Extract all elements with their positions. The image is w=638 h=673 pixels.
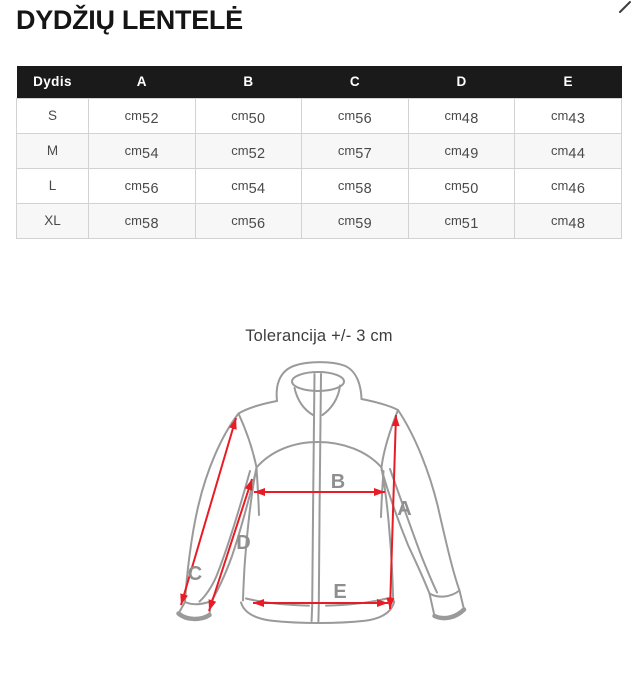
measurement-value: 50	[461, 180, 479, 197]
unit-label: cm	[124, 142, 142, 158]
label-c: C	[187, 563, 203, 585]
unit-label: cm	[444, 177, 462, 193]
measurement-value: 59	[355, 215, 373, 232]
measurement-value: 58	[142, 215, 159, 232]
measurement-cell	[515, 168, 622, 203]
measurement-cell	[195, 133, 302, 168]
measurement-cell	[89, 168, 196, 203]
unit-label: cm	[231, 212, 249, 228]
measurement-value: 54	[142, 145, 159, 162]
measurement-value: 43	[568, 110, 586, 127]
unit-label: cm	[124, 177, 142, 193]
unit-label: cm	[337, 177, 356, 193]
unit-label: cm	[124, 212, 142, 228]
arrowhead-icon	[374, 488, 385, 496]
column-header-d: D	[408, 66, 515, 98]
arrowhead-icon	[209, 599, 217, 611]
measurement-value: 50	[248, 110, 266, 127]
jacket-measurement-diagram	[0, 355, 638, 673]
label-a: A	[397, 498, 412, 520]
table-row	[17, 203, 622, 238]
measurement-cell	[195, 203, 302, 238]
measurement-cell	[195, 98, 302, 133]
table-header-row	[17, 66, 622, 98]
measurement-cell	[515, 133, 622, 168]
measurement-cell	[195, 168, 302, 203]
unit-label: cm	[124, 107, 142, 123]
measurement-cell	[302, 168, 409, 203]
measurement-cell	[89, 133, 196, 168]
unit-label: cm	[444, 107, 462, 123]
corner-artifact	[614, 0, 638, 16]
table-row	[17, 168, 622, 203]
label-d: D	[236, 532, 251, 554]
size-table	[16, 66, 622, 239]
unit-label: cm	[551, 177, 569, 193]
unit-label: cm	[337, 107, 356, 123]
measurement-value: 49	[461, 145, 479, 162]
measurement-cell	[408, 168, 515, 203]
measurement-value: 52	[248, 145, 266, 162]
measurement-value: 57	[355, 145, 373, 162]
measurement-value: 46	[568, 180, 586, 197]
column-header-e: E	[515, 66, 622, 98]
unit-label: cm	[551, 212, 569, 228]
unit-label: cm	[231, 142, 249, 158]
arrowhead-icon	[392, 415, 400, 426]
tolerance-note: Tolerancija +/- 3 cm	[245, 327, 393, 345]
label-e: E	[333, 581, 347, 603]
unit-label: cm	[444, 142, 462, 158]
size-cell: M	[17, 133, 89, 168]
size-cell: XL	[17, 203, 89, 238]
label-b: B	[330, 471, 346, 493]
measurement-cell	[302, 98, 409, 133]
column-header-a: A	[89, 66, 196, 98]
page-title: DYDŽIŲ LENTELĖ	[16, 5, 243, 35]
measurement-cell	[302, 203, 409, 238]
size-cell: L	[17, 168, 89, 203]
size-cell: S	[17, 98, 89, 133]
arrowhead-icon	[254, 488, 265, 496]
measurement-value: 48	[568, 215, 586, 232]
column-header-b: B	[195, 66, 302, 98]
measurement-value: 56	[248, 215, 266, 232]
measurement-cell	[515, 203, 622, 238]
unit-label: cm	[231, 107, 249, 123]
unit-label: cm	[231, 177, 249, 193]
measurement-value: 48	[461, 110, 479, 127]
measurement-value: 51	[461, 215, 479, 232]
column-header-size: Dydis	[17, 66, 89, 98]
table-row	[17, 98, 622, 133]
measurement-cell	[302, 133, 409, 168]
unit-label: cm	[337, 142, 356, 158]
measurement-value: 54	[248, 180, 266, 197]
measurement-cell	[408, 98, 515, 133]
table-row	[17, 133, 622, 168]
measurement-cell	[515, 98, 622, 133]
unit-label: cm	[551, 142, 569, 158]
measurement-value: 58	[355, 180, 373, 197]
measurement-value: 44	[568, 145, 586, 162]
unit-label: cm	[444, 212, 462, 228]
measurement-line-e	[253, 599, 388, 607]
measurement-value: 56	[142, 180, 159, 197]
measurement-cell	[408, 203, 515, 238]
column-header-c: C	[302, 66, 409, 98]
measurement-cell	[89, 98, 196, 133]
measurement-value: 56	[355, 110, 373, 127]
measurement-cell	[89, 203, 196, 238]
table-body	[17, 98, 622, 238]
measurement-value: 52	[142, 110, 159, 127]
measurement-cell	[408, 133, 515, 168]
unit-label: cm	[337, 212, 356, 228]
unit-label: cm	[551, 107, 569, 123]
